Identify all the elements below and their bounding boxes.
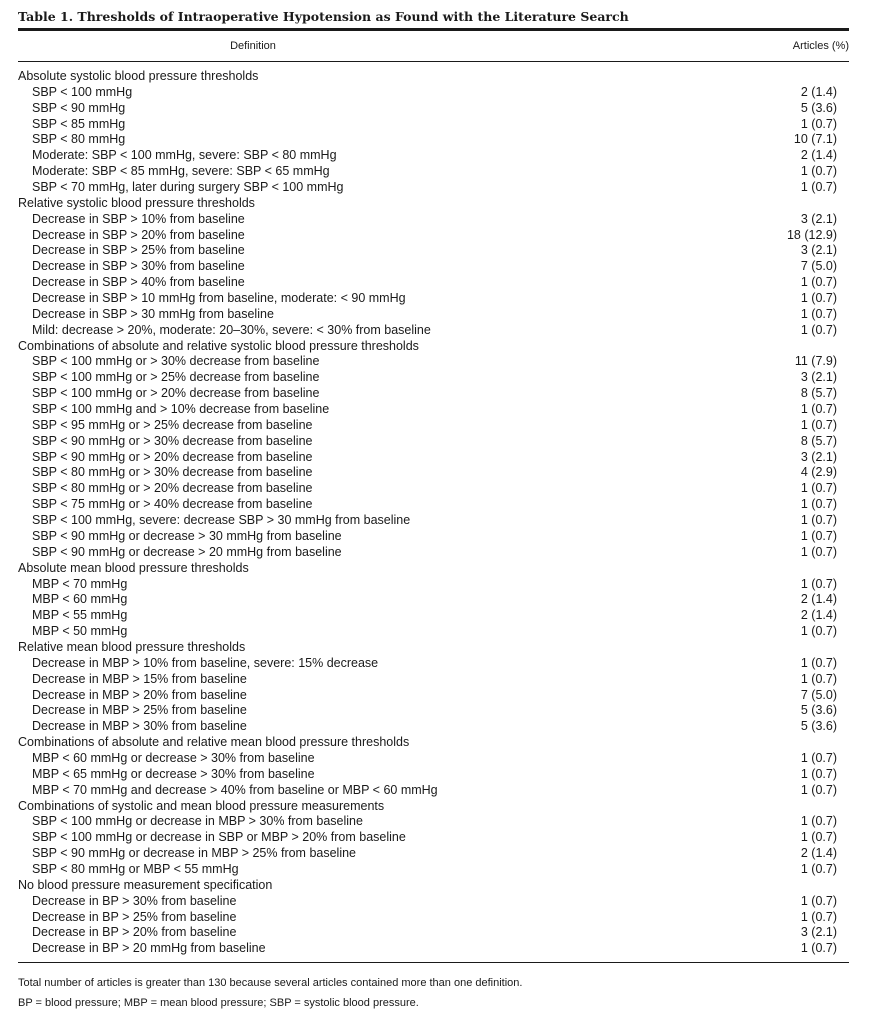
table-row xyxy=(18,180,849,196)
table-row xyxy=(18,291,849,307)
definition-cell: SBP < 100 mmHg and > 10% decrease from baseline xyxy=(32,402,330,417)
articles-cell: 3 (2.1) xyxy=(800,449,837,464)
table-row xyxy=(18,529,849,545)
articles-cell: 1 (0.7) xyxy=(800,766,837,781)
articles-cell: 1 (0.7) xyxy=(800,180,837,195)
articles-cell: 2 (1.4) xyxy=(800,84,837,99)
articles-cell: 1 (0.7) xyxy=(800,782,837,797)
table-row xyxy=(18,370,849,386)
section-heading xyxy=(18,69,849,85)
definition-cell: Decrease in MBP > 30% from baseline xyxy=(32,719,247,734)
definition-cell: SBP < 100 mmHg, severe: decrease SBP > 30 mmHg from baseline xyxy=(32,513,411,528)
articles-cell: 1 (0.7) xyxy=(800,275,837,290)
table-row xyxy=(18,307,849,323)
table-page xyxy=(18,6,849,1017)
table-row xyxy=(18,672,849,688)
articles-cell: 2 (1.4) xyxy=(800,592,837,607)
articles-cell: 8 (5.7) xyxy=(800,386,837,401)
table-body xyxy=(18,62,849,962)
articles-cell: 1 (0.7) xyxy=(800,750,837,765)
section-heading xyxy=(18,799,849,815)
table-row xyxy=(18,814,849,830)
definition-cell: SBP < 100 mmHg or decrease in MBP > 30% from baseline xyxy=(32,814,363,829)
definition-cell: SBP < 90 mmHg or > 20% decrease from baseline xyxy=(32,449,313,464)
definition-cell: Decrease in SBP > 10 mmHg from baseline, moderate: < 90 mmHg xyxy=(32,291,406,306)
table-row xyxy=(18,688,849,704)
section-heading xyxy=(18,640,849,656)
definition-cell: MBP < 60 mmHg xyxy=(32,592,128,607)
definition-cell: SBP < 80 mmHg xyxy=(32,132,126,147)
definition-cell: Decrease in BP > 30% from baseline xyxy=(32,893,237,908)
definition-cell: Decrease in BP > 25% from baseline xyxy=(32,909,237,924)
table-row xyxy=(18,846,849,862)
table-row xyxy=(18,117,849,133)
definition-cell: MBP < 55 mmHg xyxy=(32,608,128,623)
articles-cell: 18 (12.9) xyxy=(786,227,837,242)
articles-cell: 1 (0.7) xyxy=(800,322,837,337)
table-row xyxy=(18,767,849,783)
definition-cell: SBP < 70 mmHg, later during surgery SBP < 100 mmHg xyxy=(32,180,344,195)
table-row xyxy=(18,577,849,593)
articles-cell: 1 (0.7) xyxy=(800,909,837,924)
table-row xyxy=(18,545,849,561)
articles-cell: 1 (0.7) xyxy=(800,576,837,591)
table-row xyxy=(18,323,849,339)
table-header xyxy=(18,31,849,61)
definition-cell: Decrease in SBP > 25% from baseline xyxy=(32,243,245,258)
section-title: Absolute systolic blood pressure thresholds xyxy=(18,69,259,83)
section-heading xyxy=(18,878,849,894)
definition-cell: Decrease in SBP > 10% from baseline xyxy=(32,211,245,226)
articles-cell: 1 (0.7) xyxy=(800,291,837,306)
table-row xyxy=(18,148,849,164)
definition-cell: SBP < 100 mmHg or > 20% decrease from baseline xyxy=(32,386,320,401)
table-row xyxy=(18,703,849,719)
articles-cell: 1 (0.7) xyxy=(800,497,837,512)
definition-cell: SBP < 80 mmHg or > 20% decrease from baseline xyxy=(32,481,313,496)
definition-cell: Decrease in BP > 20 mmHg from baseline xyxy=(32,941,266,956)
definition-cell: Moderate: SBP < 85 mmHg, severe: SBP < 65 mmHg xyxy=(32,164,330,179)
table-row xyxy=(18,481,849,497)
articles-cell: 1 (0.7) xyxy=(800,417,837,432)
table-row xyxy=(18,751,849,767)
definition-cell: MBP < 65 mmHg or decrease > 30% from baseline xyxy=(32,766,315,781)
articles-cell: 1 (0.7) xyxy=(800,830,837,845)
definition-cell: SBP < 90 mmHg or > 30% decrease from baseline xyxy=(32,433,313,448)
footnote: BP = blood pressure; MBP = mean blood pressure; SBP = systolic blood pressure. xyxy=(18,997,419,1010)
table-row xyxy=(18,624,849,640)
definition-cell: Decrease in MBP > 10% from baseline, severe: 15% decrease xyxy=(32,655,379,670)
footnote: Total number of articles is greater than 130 because several articles contained more than one definition. xyxy=(18,977,523,990)
articles-cell: 1 (0.7) xyxy=(800,164,837,179)
section-title: Relative systolic blood pressure thresholds xyxy=(18,195,255,210)
articles-cell: 4 (2.9) xyxy=(800,465,837,480)
definition-cell: Decrease in SBP > 30 mmHg from baseline xyxy=(32,306,274,321)
table-row xyxy=(18,132,849,148)
definition-cell: Decrease in SBP > 20% from baseline xyxy=(32,227,245,242)
articles-cell: 1 (0.7) xyxy=(800,116,837,131)
articles-cell: 7 (5.0) xyxy=(800,687,837,702)
section-title: Combinations of systolic and mean blood pressure measurements xyxy=(18,798,385,813)
definition-cell: SBP < 100 mmHg or > 30% decrease from baseline xyxy=(32,354,320,369)
table-row xyxy=(18,212,849,228)
table-row xyxy=(18,497,849,513)
articles-cell: 1 (0.7) xyxy=(800,544,837,559)
articles-cell: 10 (7.1) xyxy=(793,132,837,147)
definition-cell: SBP < 100 mmHg or decrease in SBP or MBP > 20% from baseline xyxy=(32,830,406,845)
table-row xyxy=(18,830,849,846)
definition-cell: SBP < 95 mmHg or > 25% decrease from baseline xyxy=(32,417,313,432)
definition-cell: Decrease in MBP > 25% from baseline xyxy=(32,703,247,718)
articles-cell: 3 (2.1) xyxy=(800,370,837,385)
articles-cell: 8 (5.7) xyxy=(800,433,837,448)
articles-cell: 1 (0.7) xyxy=(800,814,837,829)
definition-cell: SBP < 90 mmHg or decrease in MBP > 25% from baseline xyxy=(32,846,357,861)
articles-cell: 1 (0.7) xyxy=(800,893,837,908)
table-row xyxy=(18,450,849,466)
table-row xyxy=(18,164,849,180)
definition-cell: Decrease in SBP > 30% from baseline xyxy=(32,259,245,274)
section-title: Absolute mean blood pressure thresholds xyxy=(18,560,249,575)
section-heading xyxy=(18,561,849,577)
section-heading xyxy=(18,196,849,212)
definition-cell: SBP < 100 mmHg xyxy=(32,84,133,99)
table-row xyxy=(18,592,849,608)
table-row xyxy=(18,386,849,402)
articles-cell: 1 (0.7) xyxy=(800,655,837,670)
articles-cell: 1 (0.7) xyxy=(800,671,837,686)
table-row xyxy=(18,402,849,418)
definition-cell: SBP < 100 mmHg or > 25% decrease from baseline xyxy=(32,370,320,385)
articles-cell: 1 (0.7) xyxy=(800,861,837,876)
table-row xyxy=(18,941,849,957)
table-row xyxy=(18,85,849,101)
articles-cell: 7 (5.0) xyxy=(800,259,837,274)
table-row xyxy=(18,101,849,117)
table-row xyxy=(18,418,849,434)
articles-cell: 2 (1.4) xyxy=(800,608,837,623)
definition-cell: Moderate: SBP < 100 mmHg, severe: SBP < 80 mmHg xyxy=(32,148,337,163)
definition-cell: Mild: decrease > 20%, moderate: 20–30%, severe: < 30% from baseline xyxy=(32,322,431,337)
table-row xyxy=(18,783,849,799)
definition-cell: SBP < 80 mmHg or MBP < 55 mmHg xyxy=(32,861,239,876)
table-row xyxy=(18,259,849,275)
articles-cell: 3 (2.1) xyxy=(800,925,837,940)
definition-cell: SBP < 90 mmHg or decrease > 30 mmHg from baseline xyxy=(32,528,342,543)
table-row xyxy=(18,925,849,941)
definition-cell: MBP < 70 mmHg xyxy=(32,576,128,591)
table-footnotes xyxy=(18,963,849,1010)
section-title: No blood pressure measurement specification xyxy=(18,877,273,892)
definition-cell: MBP < 70 mmHg and decrease > 40% from baseline or MBP < 60 mmHg xyxy=(32,782,438,797)
table-row xyxy=(18,513,849,529)
table-row xyxy=(18,608,849,624)
articles-cell: 1 (0.7) xyxy=(800,402,837,417)
column-header-articles: Articles (%) xyxy=(792,40,849,52)
table-row xyxy=(18,910,849,926)
table-row xyxy=(18,354,849,370)
section-heading xyxy=(18,735,849,751)
articles-cell: 5 (3.6) xyxy=(800,703,837,718)
section-title: Relative mean blood pressure thresholds xyxy=(18,639,246,654)
section-title: Combinations of absolute and relative systolic blood pressure thresholds xyxy=(18,338,419,353)
articles-cell: 1 (0.7) xyxy=(800,513,837,528)
articles-cell: 1 (0.7) xyxy=(800,624,837,639)
table-row xyxy=(18,862,849,878)
definition-cell: SBP < 75 mmHg or > 40% decrease from baseline xyxy=(32,497,313,512)
articles-cell: 5 (3.6) xyxy=(800,719,837,734)
definition-cell: Decrease in MBP > 15% from baseline xyxy=(32,671,247,686)
table-caption: Table 1. Thresholds of Intraoperative Hypotension as Found with the Literature Search xyxy=(18,9,629,24)
table-row xyxy=(18,434,849,450)
table-row xyxy=(18,656,849,672)
definition-cell: SBP < 90 mmHg or decrease > 20 mmHg from baseline xyxy=(32,544,342,559)
definition-cell: SBP < 80 mmHg or > 30% decrease from baseline xyxy=(32,465,313,480)
articles-cell: 5 (3.6) xyxy=(800,100,837,115)
definition-cell: Decrease in MBP > 20% from baseline xyxy=(32,687,247,702)
definition-cell: MBP < 60 mmHg or decrease > 30% from baseline xyxy=(32,750,315,765)
articles-cell: 3 (2.1) xyxy=(800,243,837,258)
table-row xyxy=(18,243,849,259)
articles-cell: 1 (0.7) xyxy=(800,941,837,956)
column-header-definition: Definition xyxy=(230,40,276,52)
articles-cell: 2 (1.4) xyxy=(800,846,837,861)
table-row xyxy=(18,465,849,481)
articles-cell: 3 (2.1) xyxy=(800,211,837,226)
articles-cell: 1 (0.7) xyxy=(800,306,837,321)
definition-cell: Decrease in SBP > 40% from baseline xyxy=(32,275,245,290)
table-row xyxy=(18,228,849,244)
articles-cell: 11 (7.9) xyxy=(794,354,837,369)
definition-cell: SBP < 90 mmHg xyxy=(32,100,126,115)
table-row xyxy=(18,894,849,910)
articles-cell: 1 (0.7) xyxy=(800,528,837,543)
articles-cell: 1 (0.7) xyxy=(800,481,837,496)
definition-cell: Decrease in BP > 20% from baseline xyxy=(32,925,237,940)
table-row xyxy=(18,275,849,291)
definition-cell: MBP < 50 mmHg xyxy=(32,624,128,639)
section-heading xyxy=(18,339,849,355)
articles-cell: 2 (1.4) xyxy=(800,148,837,163)
table-row xyxy=(18,719,849,735)
section-title: Combinations of absolute and relative mean blood pressure thresholds xyxy=(18,735,410,750)
definition-cell: SBP < 85 mmHg xyxy=(32,116,126,131)
